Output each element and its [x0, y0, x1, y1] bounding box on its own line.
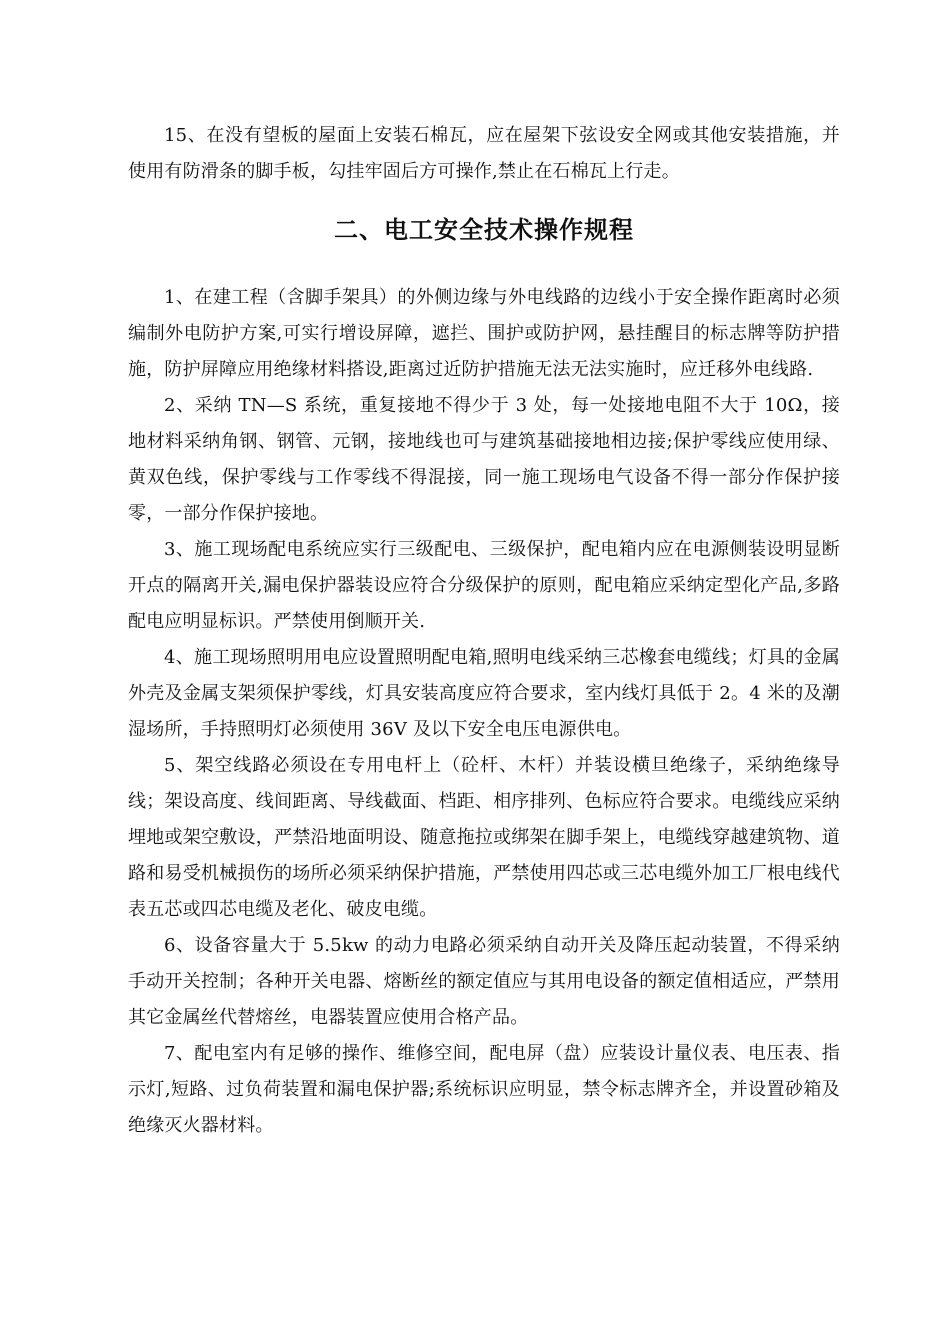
paragraph-5: 5、架空线路必须设在专用电杆上（砼杆、木杆）并装设横旦绝缘子，采纳绝缘导线；架设高度、线间距离、导线截面、档距、相序排列、色标应符合要求。电缆线应采纳埋地或架空敷设，严禁沿地面明设、随意拖拉或绑架在脚手架上，电缆线穿越建筑物、道路和易受机械损伤的场所必须采纳保护措施，严禁使用四芯或三芯电缆外加工厂根电线代表五芯或四芯电缆及老化、破皮电缆。: [128, 755, 840, 920]
paragraph-7: 7、配电室内有足够的操作、维修空间，配电屏（盘）应装设计量仪表、电压表、指示灯,短路、过负荷装置和漏电保护器;系统标识应明显，禁令标志牌齐全，并设置砂箱及绝缘灭火器材料。: [128, 1043, 840, 1136]
section-title: 二、电工安全技术操作规程: [334, 216, 634, 244]
document-body: [128, 118, 840, 1144]
paragraph-3: 3、施工现场配电系统应实行三级配电、三级保护，配电箱内应在电源侧装设明显断开点的隔离开关,漏电保护器装设应符合分级保护的原则，配电箱应采纳定型化产品,多路配电应明显标识。严禁使用倒顺开关.: [128, 539, 840, 632]
paragraph-4: 4、施工现场照明用电应设置照明配电箱,照明电线采纳三芯橡套电缆线；灯具的金属外壳及金属支架须保护零线，灯具安装高度应符合要求，室内线灯具低于 2。4 米的及潮湿场所，手持照明灯必须使用 36V 及以下安全电压电源供电。: [128, 647, 840, 740]
intro-paragraph: 15、在没有望板的屋面上安装石棉瓦，应在屋架下弦设安全网或其他安装措施，并使用有防滑条的脚手板，勾挂牢固后方可操作,禁止在石棉瓦上行走。: [128, 125, 840, 182]
paragraph-1: 1、在建工程（含脚手架具）的外侧边缘与外电线路的边线小于安全操作距离时必须编制外电防护方案,可实行增设屏障，遮拦、围护或防护网，悬挂醒目的标志牌等防护措施，防护屏障应用绝缘材料搭设,距离过近防护措施无法无法实施时，应迁移外电线路.: [128, 287, 840, 380]
paragraph-6: 6、设备容量大于 5.5kw 的动力电路必须采纳自动开关及降压起动装置，不得采纳手动开关控制；各种开关电器、熔断丝的额定值应与其用电设备的额定值相适应，严禁用其它金属丝代替熔丝，电器装置应使用合格产品。: [128, 935, 840, 1028]
paragraph-2: 2、采纳 TN—S 系统，重复接地不得少于 3 处，每一处接地电阻不大于 10Ω，接地材料采纳角钢、钢管、元钢，接地线也可与建筑基础接地相边接;保护零线应使用绿、黄双色线，保护零线与工作零线不得混接，同一施工现场电气设备不得一部分作保护接零，一部分作保护接地。: [128, 395, 840, 524]
